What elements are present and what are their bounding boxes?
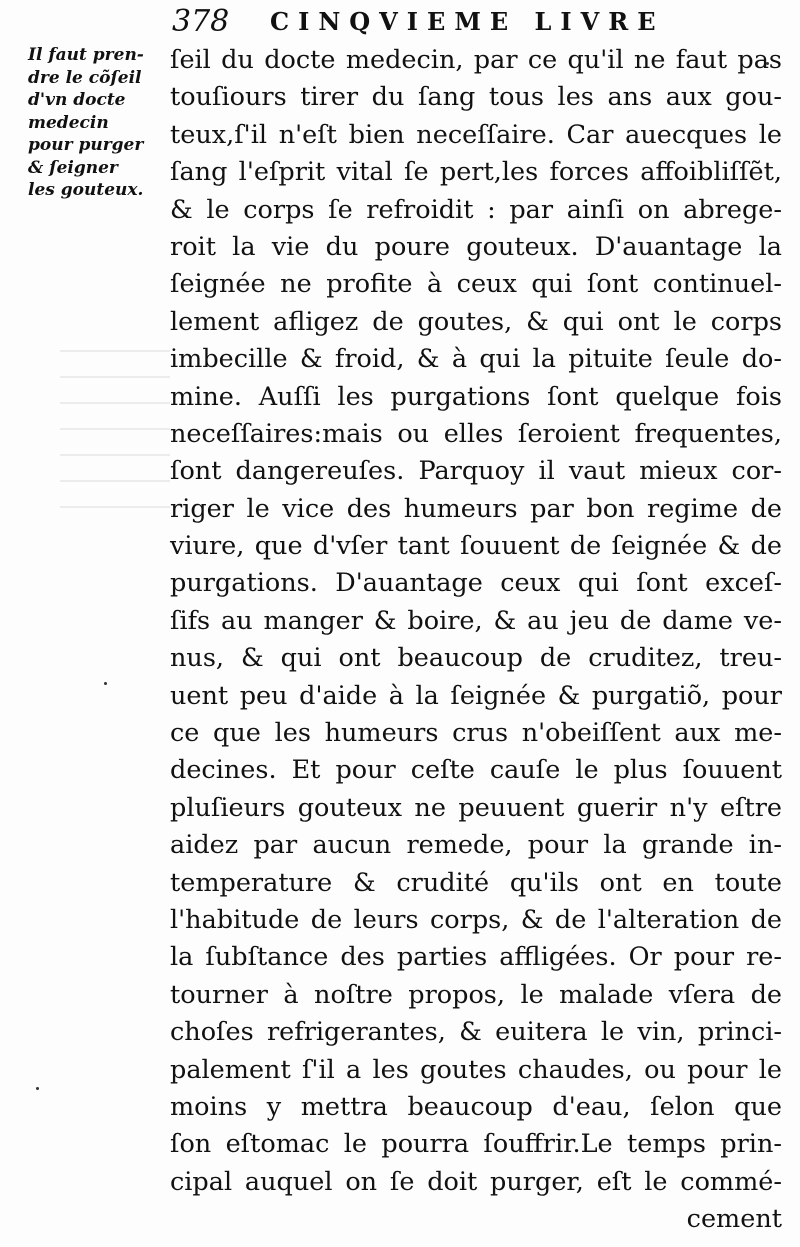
text-line: roit la vie du poure gouteux. D'auantage la [170, 231, 782, 262]
page-header [172, 4, 772, 44]
catchword: cement [686, 1204, 782, 1235]
text-line: imbecille & froid, & à qui la pituite ſeule do- [170, 344, 782, 375]
text-line: ſeignée ne profite à ceux qui ſont continuel- [170, 269, 782, 300]
text-line: mine. Auſſi les purgations ſont quelque fois [170, 381, 782, 412]
text-line: purgations. D'auantage ceux qui ſont exceſ- [170, 568, 782, 599]
margin-note-line: dre le cõſeil [28, 67, 142, 88]
text-line: nus, & qui ont beaucoup de cruditez, treu- [170, 643, 782, 674]
text-line: temperature & crudité qu'ils ont en toute [170, 867, 782, 898]
text-line: ſont dangereuſes. Parquoy il vaut mieux cor- [170, 456, 782, 487]
text-line: & le corps ſe refroidit : par ainſi on abrege- [170, 194, 782, 225]
text-line: choſes refrigerantes, & euitera le vin, princi- [170, 1017, 782, 1048]
text-line: touſiours tirer du ſang tous les ans aux gou- [170, 82, 782, 113]
margin-note-line: medecin [28, 112, 109, 133]
text-line: ſeil du docte medecin, par ce qu'il ne faut pas [170, 45, 782, 75]
text-line: ſifs au manger & boire, & au jeu de dame ve- [170, 605, 782, 636]
page-number: 378 [172, 4, 230, 39]
margin-note-line: les gouteux. [28, 180, 144, 200]
text-line: neceſſaires:mais ou elles ſeroient frequentes, [170, 418, 782, 449]
margin-note-line: d'vn docte [28, 90, 126, 110]
text-line: la ſubſtance des parties affligées. Or pour re- [170, 942, 782, 973]
body-text [170, 42, 782, 1239]
text-line: teux,ſ'il n'eſt bien neceſſaire. Car auecques le [170, 119, 782, 150]
text-line: ſang l'eſprit vital ſe pert,les forces affoibliſſẽt, [170, 157, 782, 188]
margin-note-line: & ſeigner [28, 157, 118, 178]
text-line: pluſieurs gouteux ne peuuent guerir n'y eſtre [170, 792, 782, 823]
text-line: riger le vice des humeurs par bon regime de [170, 493, 782, 524]
ink-speck [36, 1087, 39, 1090]
text-line: tourner à noſtre propos, le malade vſera de [170, 979, 782, 1010]
text-line: viure, que d'vſer tant ſouuent de ſeignée & de [170, 531, 782, 562]
margin-note-line: pour purger [28, 135, 144, 155]
text-line: l'habitude de leurs corps, & de l'alteration de [170, 904, 782, 935]
text-line: ſon eſtomac le pourra ſouffrir.Le temps prin- [170, 1129, 782, 1160]
margin-note [28, 44, 168, 202]
text-line: palement ſ'il a les goutes chaudes, ou pour le [170, 1054, 782, 1085]
text-line: lement afligez de goutes, & qui ont le corps [170, 306, 782, 337]
text-line: moins y mettra beaucoup d'eau, ſelon que [170, 1091, 782, 1122]
running-head: CINQVIEME LIVRE [270, 7, 665, 36]
margin-note-line: Il faut pren- [28, 45, 144, 65]
text-line: decines. Et pour ceſte cauſe le plus ſouuent [170, 755, 782, 786]
show-through-bleed [60, 340, 170, 520]
ink-speck [104, 682, 107, 685]
text-line: uent peu d'aide à la ſeignée & purgatiõ, pour [170, 680, 782, 711]
text-line: aidez par aucun remede, pour la grande in- [170, 830, 782, 861]
text-line: cipal auquel on ſe doit purger, eſt le commé- [170, 1166, 782, 1197]
text-line: ce que les humeurs crus n'obeiſſent aux me- [170, 718, 782, 749]
